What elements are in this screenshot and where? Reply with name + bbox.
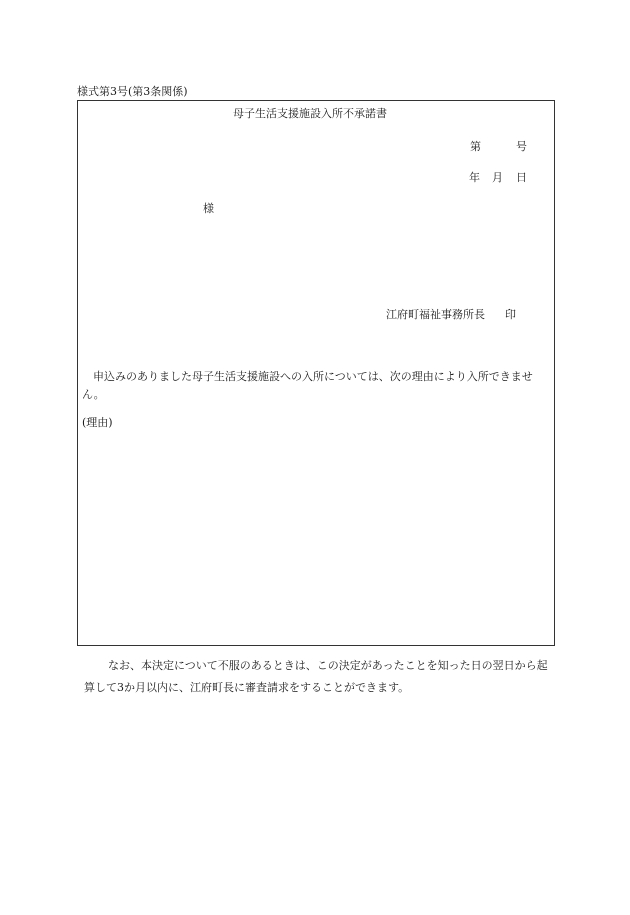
date-month-label: 月 xyxy=(492,171,503,184)
form-reference: 様式第3号(第3条関係) xyxy=(77,85,188,98)
body-text: 申込みのありました母子生活支援施設への入所については、次の理由により入所できません。 xyxy=(82,370,533,401)
reason-label: (理由) xyxy=(82,416,113,429)
issuer-title: 江府町福祉事務所長 xyxy=(386,308,485,321)
number-prefix: 第 xyxy=(470,140,481,153)
document-title: 母子生活支援施設入所不承諾書 xyxy=(233,107,387,120)
date-year-label: 年 xyxy=(469,171,480,184)
addressee-honorific: 様 xyxy=(203,202,214,215)
seal-mark: 印 xyxy=(505,308,516,321)
number-suffix: 号 xyxy=(516,140,527,153)
appeal-footnote: なお、本決定について不服のあるときは、この決定があったことを知った日の翌日から起算して3か月以内に、江府町長に審査請求をすることができます。 xyxy=(84,659,548,694)
date-day-label: 日 xyxy=(516,171,527,184)
